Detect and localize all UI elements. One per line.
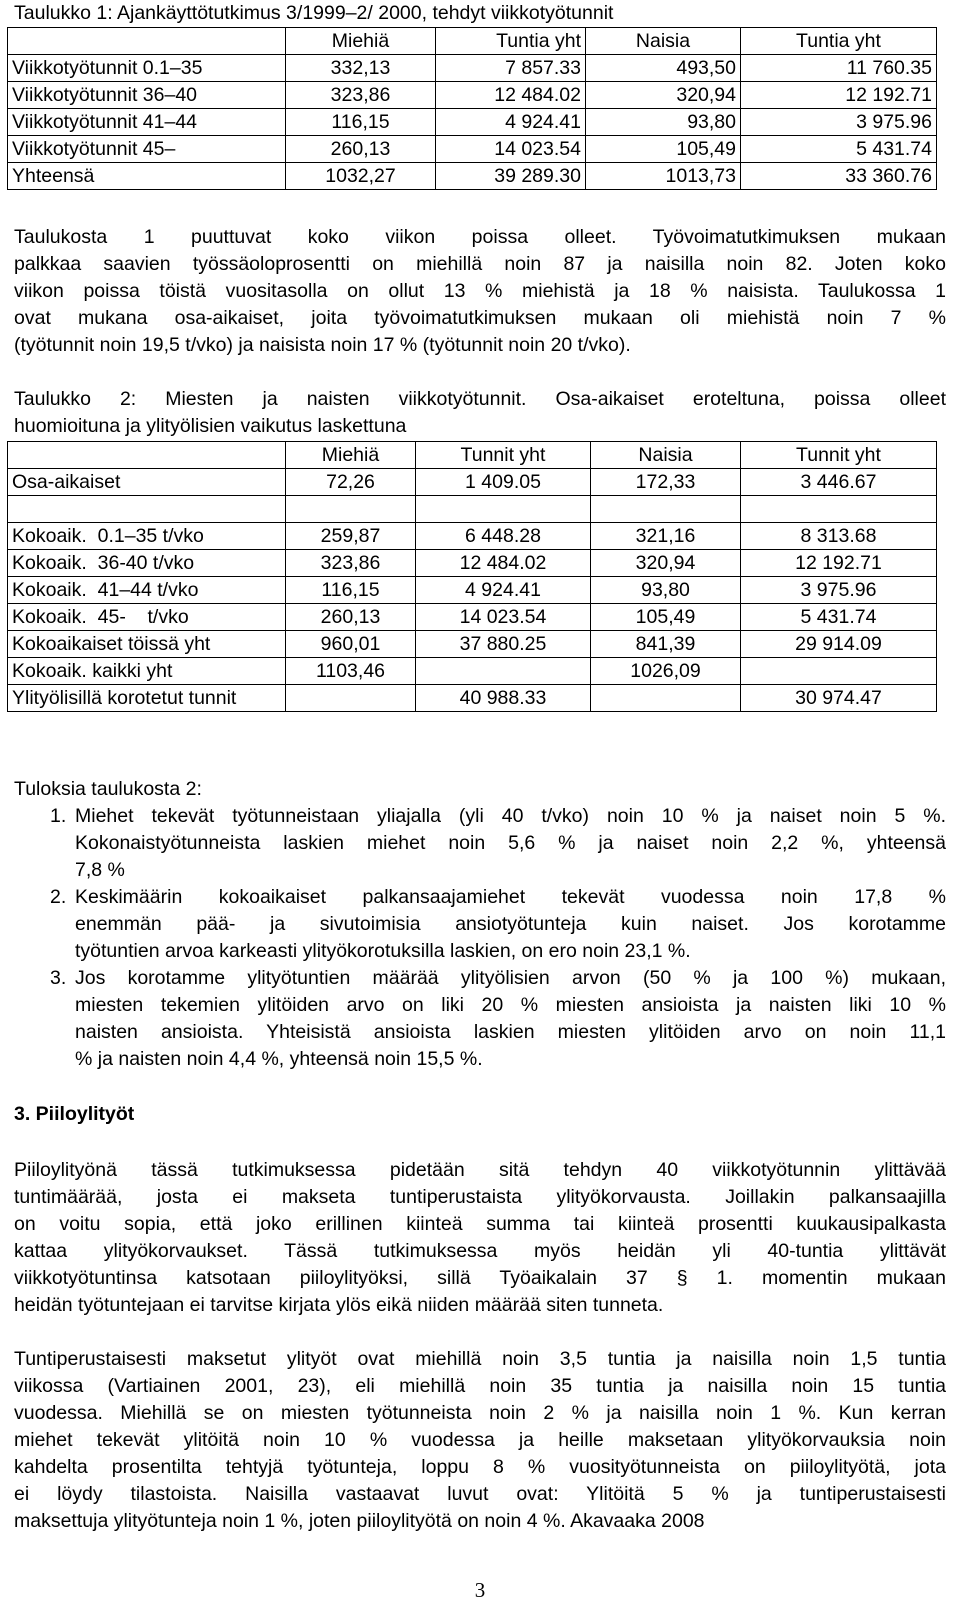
table-cell: Kokoaik. 41–44 t/vko [8,577,286,604]
text-line: Jos korotamme ylityötuntien määrää ylityölisien arvon (50 % ja 100 %) mukaan, [75,967,946,989]
table-row [8,55,937,82]
table1-header-cell: Tuntia yht [436,28,586,55]
table-cell: 493,50 [586,55,741,82]
text-line: viikkotyötuntinsa katsotaan piiloylityöksi, sillä Työaikalain 37 § 1. momentin mukaan [14,1267,946,1289]
table-cell: 260,13 [286,136,436,163]
table-row [8,604,937,631]
results-heading: Tuloksia taulukosta 2: [14,778,202,800]
list-item [14,884,946,965]
table-cell: 93,80 [586,109,741,136]
text-line: maksettuja ylityötunteja noin 1 %, joten piiloylityötä on noin 4 %. Akavaaka 2008 [14,1510,705,1532]
table-cell: 6 448.28 [416,523,591,550]
table-row [8,469,937,496]
table-cell: 323,86 [286,82,436,109]
list-item-number: 1. [50,805,67,827]
table-row [8,523,937,550]
table-row [8,658,937,685]
table-cell: 105,49 [591,604,741,631]
table-row [8,136,937,163]
table2-title [14,386,946,440]
text-line: Miehet tekevät työtunneistaan yliajalla (yli 40 t/vko) noin 10 % ja naiset noin 5 %. [75,805,946,827]
page-number: 3 [474,1578,486,1602]
table-cell: 1013,73 [586,163,741,190]
table-cell: 33 360.76 [741,163,937,190]
table-cell [286,685,416,712]
text-line: huomioituna ja ylityölisien vaikutus laskettuna [14,415,407,437]
table-cell: 40 988.33 [416,685,591,712]
text-line: ovat mukana osa-aikaiset, joita työvoimatutkimuksen mukaan oli miehistä noin 7 % [14,307,946,329]
text-line: vuodessa. Miehillä se on miesten työtunneista noin 2 % ja naisilla noin 1 %. Kun kerran [14,1402,946,1424]
table-cell: 3 446.67 [741,469,937,496]
table-cell: 39 289.30 [436,163,586,190]
table-cell: 259,87 [286,523,416,550]
text-line: heidän työtuntejaan ei tarvitse kirjata ylös eikä niiden määrää siten tunneta. [14,1294,664,1316]
text-line: kattaa ylityökorvaukset. Tässä tutkimuksessa myös heidän yli 40-tuntia ylittävät [14,1240,946,1262]
table-cell: 321,16 [591,523,741,550]
table1 [7,27,937,190]
table1-header [8,28,937,55]
table-cell: 1032,27 [286,163,436,190]
text-line: ei löydy tilastoista. Naisilla vastaavat luvut ovat: Ylitöitä 5 % ja tuntiperustaisesti [14,1483,946,1505]
text-line: miesten tekemien ylitöiden arvo on liki 20 % miesten ansioista ja naisten liki 10 % [75,994,946,1016]
text-line: on voitu sopia, että joko erillinen kiinteä summa tai kiinteä prosentti kuukausipalkasta [14,1213,946,1235]
table-cell: 12 192.71 [741,82,937,109]
table-cell [591,496,741,523]
table-cell: 960,01 [286,631,416,658]
table2-header-cell: Naisia [591,442,741,469]
paragraph-table1-notes [14,224,946,359]
table-cell [416,658,591,685]
table-cell: 116,15 [286,109,436,136]
table-cell: 332,13 [286,55,436,82]
table2-header-cell: Tunnit yht [741,442,937,469]
table-cell: 8 313.68 [741,523,937,550]
table-cell [8,496,286,523]
table-cell: Kokoaik. kaikki yht [8,658,286,685]
text-line: palkkaa saavien työssäoloprosentti on miehillä noin 87 ja naisilla noin 82. Joten koko [14,253,946,275]
table-cell: Viikkotyötunnit 0.1–35 [8,55,286,82]
table-row [8,496,937,523]
table-row [8,109,937,136]
table-row [8,631,937,658]
table-cell: 4 924.41 [416,577,591,604]
table-cell: 29 914.09 [741,631,937,658]
table-cell: 12 484.02 [416,550,591,577]
list-item-number: 2. [50,886,67,908]
table-cell: Kokoaik. 36-40 t/vko [8,550,286,577]
table-row [8,577,937,604]
table1-header-cell: Tuntia yht [741,28,937,55]
text-line: (työtunnit noin 19,5 t/vko) ja naisista noin 17 % (työtunnit noin 20 t/vko). [14,334,631,356]
table1-title: Taulukko 1: Ajankäyttötutkimus 3/1999–2/ 2000, tehdyt viikkotyötunnit [14,2,614,24]
table-cell [416,496,591,523]
table-cell: 30 974.47 [741,685,937,712]
table-cell [591,685,741,712]
list-item [14,803,946,884]
table-cell: 5 431.74 [741,136,937,163]
table-cell: Viikkotyötunnit 36–40 [8,82,286,109]
text-line: tuntimäärää, josta ei makseta tuntiperustaista ylityökorvausta. Joillakin palkansaajilla [14,1186,946,1208]
text-line: enemmän pää- ja sivutoimisia ansiotyötunteja kuin naiset. Jos korotamme [75,913,946,935]
table-cell: 11 760.35 [741,55,937,82]
table-row [8,163,937,190]
table-cell: Viikkotyötunnit 45– [8,136,286,163]
results-list [14,803,946,1073]
table-cell: 320,94 [586,82,741,109]
table2 [7,441,937,712]
table-cell: 841,39 [591,631,741,658]
table-cell: 93,80 [591,577,741,604]
table-cell: 3 975.96 [741,109,937,136]
table-cell: Viikkotyötunnit 41–44 [8,109,286,136]
table-row [8,82,937,109]
table1-header-cell: Naisia [586,28,741,55]
table-cell: Osa-aikaiset [8,469,286,496]
table2-header-cell: Miehiä [286,442,416,469]
table-cell: 37 880.25 [416,631,591,658]
table-cell: Kokoaik. 45- t/vko [8,604,286,631]
table2-header-cell: Tunnit yht [416,442,591,469]
text-line: Tuntiperustaisesti maksetut ylityöt ovat miehillä noin 3,5 tuntia ja naisilla noin 1,5 tuntia [14,1348,946,1370]
table-cell: 4 924.41 [436,109,586,136]
table-cell: 14 023.54 [436,136,586,163]
text-line: naisten ansioista. Yhteisistä ansioista laskien miesten ylitöiden arvo on noin 11,1 [75,1021,946,1043]
text-line: viikossa (Vartiainen 2001, 23), eli miehillä noin 35 tuntia ja naisilla noin 15 tuntia [14,1375,946,1397]
table-cell: 1 409.05 [416,469,591,496]
table-cell: 72,26 [286,469,416,496]
text-line: Taulukko 2: Miesten ja naisten viikkotyötunnit. Osa-aikaiset eroteltuna, poissa olleet [14,388,946,410]
list-item-number: 3. [50,967,67,989]
table-cell: 1026,09 [591,658,741,685]
text-line: viikon poissa töistä vuositasolla on ollut 13 % miehistä ja 18 % naisista. Taulukossa 1 [14,280,946,302]
table-cell [741,496,937,523]
list-item [14,965,946,1073]
section-paragraph-2 [14,1346,946,1535]
table-cell: Ylityölisillä korotetut tunnit [8,685,286,712]
table-cell [741,658,937,685]
table-cell: 14 023.54 [416,604,591,631]
table-cell: 3 975.96 [741,577,937,604]
text-line: Keskimäärin kokoaikaiset palkansaajamiehet tekevät vuodessa noin 17,8 % [75,886,946,908]
table-cell: 12 192.71 [741,550,937,577]
table-cell: 105,49 [586,136,741,163]
table-row [8,550,937,577]
table-cell: Yhteensä [8,163,286,190]
table-cell: Kokoaik. 0.1–35 t/vko [8,523,286,550]
table-cell: 116,15 [286,577,416,604]
text-line: miehet tekevät ylitöitä noin 10 % vuodessa ja heille maksetaan ylityökorvauksia noin [14,1429,946,1451]
table-cell: 320,94 [591,550,741,577]
text-line: kahdelta prosentilta tehtyjä työtunteja, loppu 8 % vuosityötunneista on piiloylityötä, jota [14,1456,946,1478]
table-cell: 260,13 [286,604,416,631]
table-cell: 1103,46 [286,658,416,685]
table1-header-cell: Miehiä [286,28,436,55]
section-paragraph-1 [14,1157,946,1319]
table1-header-cell [8,28,286,55]
section-heading: 3. Piiloylityöt [14,1103,135,1125]
text-line: Piiloylityönä tässä tutkimuksessa pidetään sitä tehdyn 40 viikkotyötunnin ylittävää [14,1159,946,1181]
text-line: Taulukosta 1 puuttuvat koko viikon poissa olleet. Työvoimatutkimuksen mukaan [14,226,946,248]
table-row [8,685,937,712]
table-cell: Kokoaikaiset töissä yht [8,631,286,658]
table-cell: 172,33 [591,469,741,496]
text-line: % ja naisten noin 4,4 %, yhteensä noin 15,5 %. [75,1048,483,1070]
text-line: Kokonaistyötunneista laskien miehet noin 5,6 % ja naiset noin 2,2 %, yhteensä [75,832,946,854]
table-cell [286,496,416,523]
text-line: 7,8 % [75,859,125,881]
table-cell: 323,86 [286,550,416,577]
table-cell: 5 431.74 [741,604,937,631]
table2-header [8,442,937,469]
table2-header-cell [8,442,286,469]
text-line: työtuntien arvoa karkeasti ylityökorotuksilla laskien, on ero noin 23,1 %. [75,940,691,962]
table-cell: 12 484.02 [436,82,586,109]
table-cell: 7 857.33 [436,55,586,82]
